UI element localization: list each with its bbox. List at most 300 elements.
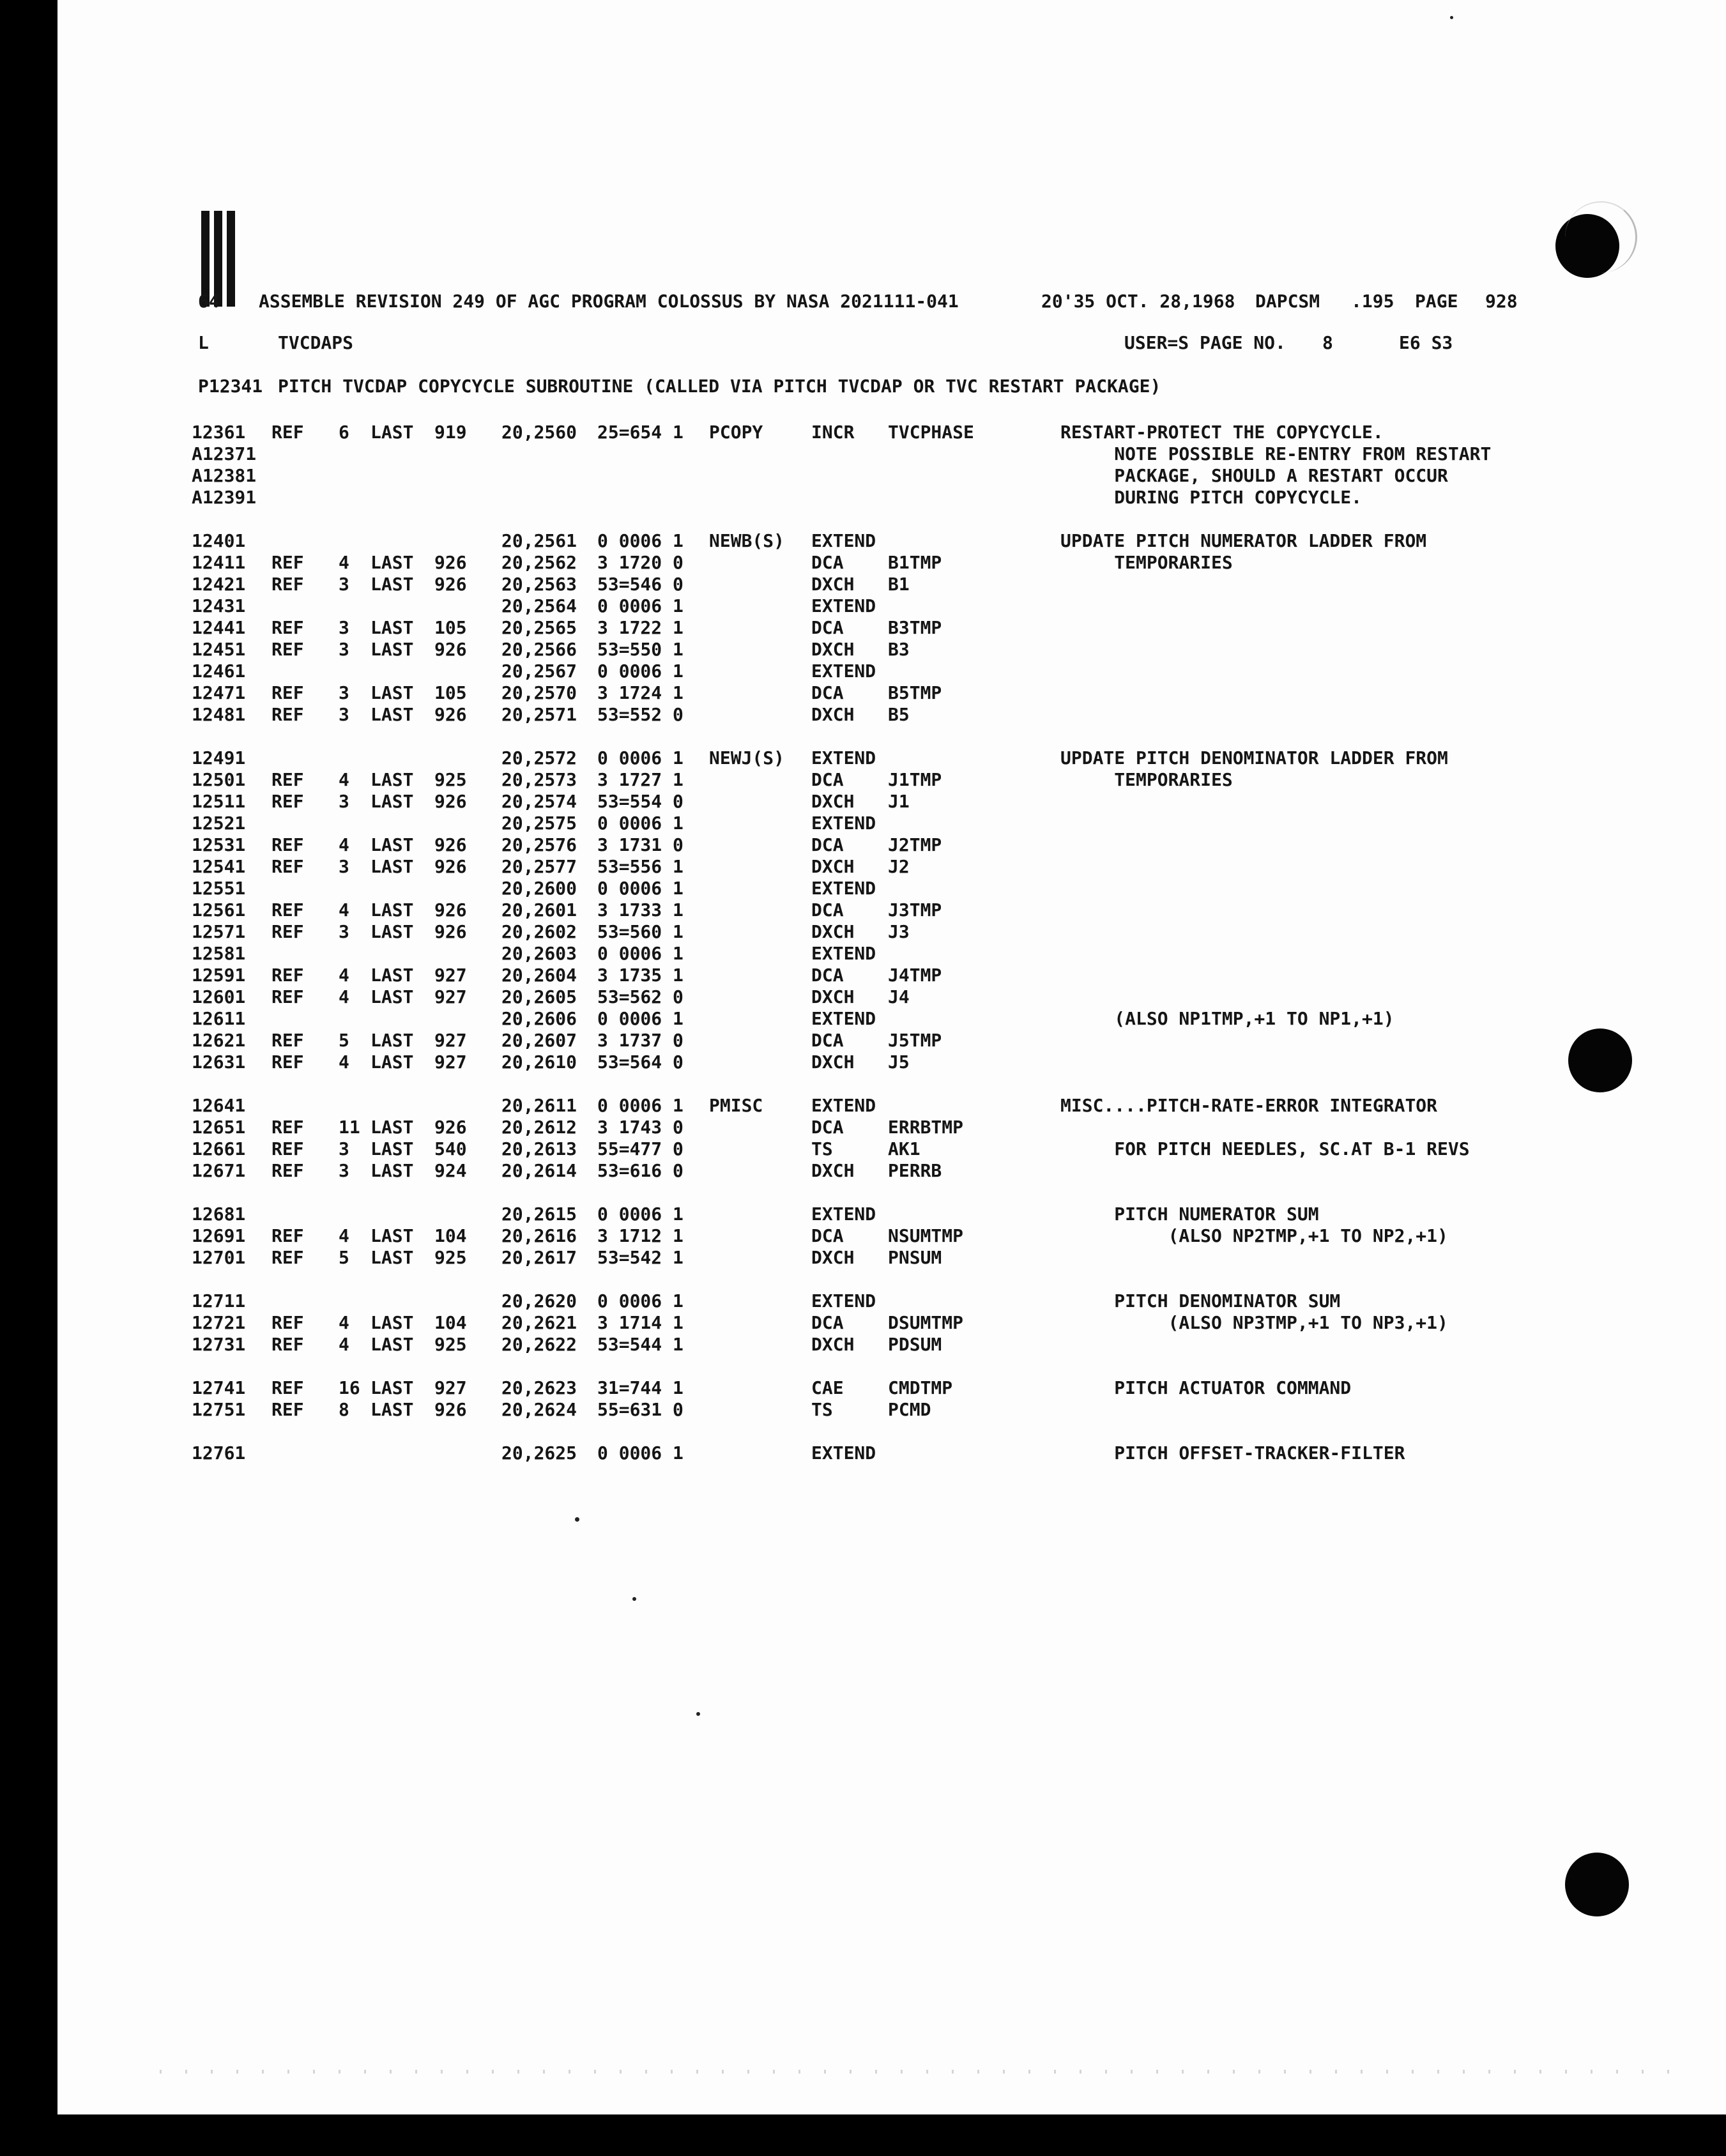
listing-seq: 12681 (192, 1204, 246, 1225)
listing-code: 53=556 1 (597, 856, 684, 877)
listing-last: LAST (370, 1247, 414, 1268)
listing-code: 0 0006 1 (597, 530, 684, 551)
listing-code: 3 1724 1 (597, 682, 684, 703)
listing-arg: B5 (888, 704, 910, 725)
listing-seq: 12581 (192, 943, 246, 964)
listing-rn: 16 (339, 1377, 360, 1398)
listing-ln: 927 (434, 1051, 467, 1073)
listing-code: 0 0006 1 (597, 813, 684, 834)
listing-addr: 20,2602 (501, 921, 577, 942)
listing-op: DXCH (811, 574, 855, 595)
listing-comment: DURING PITCH COPYCYCLE. (1060, 487, 1363, 508)
listing-rn: 3 (339, 1160, 349, 1181)
listing-arg: B1TMP (888, 552, 942, 573)
log-letter: L (198, 332, 209, 353)
listing-code: 3 1735 1 (597, 965, 684, 986)
listing-code: 0 0006 1 (597, 661, 684, 682)
assembly-line: ASSEMBLE REVISION 249 OF AGC PROGRAM COLOSSUS BY NASA 2021111-041 (259, 291, 959, 312)
listing-last: LAST (370, 639, 414, 660)
listing-seq: 12631 (192, 1051, 246, 1073)
listing-ref: REF (271, 965, 304, 986)
listing-ref: REF (271, 682, 304, 703)
listing-seq: 12591 (192, 965, 246, 986)
listing-code: 0 0006 1 (597, 1008, 684, 1029)
listing-row (57, 704, 1648, 726)
listing-code: 3 1733 1 (597, 899, 684, 921)
listing-addr: 20,2576 (501, 834, 577, 855)
listing-ln: 926 (434, 574, 467, 595)
listing-last: LAST (370, 965, 414, 986)
listing-code: 53=564 0 (597, 1051, 684, 1073)
listing-addr: 20,2616 (501, 1225, 577, 1246)
speck-mark (1450, 16, 1453, 19)
listing-op: DXCH (811, 1247, 855, 1268)
header-page-label: PAGE (1415, 291, 1458, 312)
listing-rn: 3 (339, 682, 349, 703)
listing-arg: J1 (888, 791, 910, 812)
listing-op: DXCH (811, 1051, 855, 1073)
listing-last: LAST (370, 769, 414, 790)
listing-row (57, 1095, 1648, 1117)
listing-comment: RESTART-PROTECT THE COPYCYCLE. (1060, 422, 1384, 443)
listing-rn: 4 (339, 1051, 349, 1073)
listing-op: CAE (811, 1377, 844, 1398)
listing-last: LAST (370, 986, 414, 1007)
listing-label: NEWB(S) (709, 530, 785, 551)
listing-arg: J2 (888, 856, 910, 877)
listing-arg: J5 (888, 1051, 910, 1073)
corner-mark: 64 (198, 291, 220, 312)
listing-last: LAST (370, 856, 414, 877)
listing-ref: REF (271, 1138, 304, 1159)
listing-op: DCA (811, 1312, 844, 1333)
listing-seq: 12481 (192, 704, 246, 725)
listing-rn: 8 (339, 1399, 349, 1420)
listing-comment: NOTE POSSIBLE RE-ENTRY FROM RESTART (1060, 443, 1492, 464)
listing-addr: 20,2610 (501, 1051, 577, 1073)
listing-op: EXTEND (811, 943, 876, 964)
listing-row (57, 1204, 1648, 1225)
listing-code: 0 0006 1 (597, 943, 684, 964)
listing-comment: PITCH OFFSET-TRACKER-FILTER (1060, 1442, 1405, 1464)
listing-op: DCA (811, 899, 844, 921)
listing-code: 55=477 0 (597, 1138, 684, 1159)
listing-ref: REF (271, 1160, 304, 1181)
binder-bar-mark (227, 211, 235, 307)
listing-row (57, 965, 1648, 986)
listing-ln: 925 (434, 1247, 467, 1268)
listing-addr: 20,2611 (501, 1095, 577, 1116)
listing-addr: 20,2606 (501, 1008, 577, 1029)
listing-seq: 12621 (192, 1030, 246, 1051)
listing-seq: 12731 (192, 1334, 246, 1355)
listing-row (57, 661, 1648, 682)
edge-dots (160, 2070, 1693, 2074)
listing-seq: 12711 (192, 1290, 246, 1311)
listing-ln: 924 (434, 1160, 467, 1181)
listing-addr: 20,2601 (501, 899, 577, 921)
listing-ref: REF (271, 986, 304, 1007)
listing-arg: ERRBTMP (888, 1117, 964, 1138)
listing-row (57, 791, 1648, 813)
listing-ref: REF (271, 1030, 304, 1051)
listing-seq: 12441 (192, 617, 246, 638)
listing-arg: J2TMP (888, 834, 942, 855)
listing-row (57, 899, 1648, 921)
header-datetime: 20'35 OCT. 28,1968 (1041, 291, 1235, 312)
listing-addr: 20,2613 (501, 1138, 577, 1159)
listing-row (57, 595, 1648, 617)
listing-seq: 12601 (192, 986, 246, 1007)
listing-addr: 20,2621 (501, 1312, 577, 1333)
listing-op: DXCH (811, 704, 855, 725)
listing-op: DXCH (811, 986, 855, 1007)
listing-addr: 20,2624 (501, 1399, 577, 1420)
listing-rn: 3 (339, 791, 349, 812)
listing-comment: MISC....PITCH-RATE-ERROR INTEGRATOR (1060, 1095, 1438, 1116)
listing-last: LAST (370, 704, 414, 725)
subroutine-seq: P12341 (198, 376, 263, 397)
listing-last: LAST (370, 791, 414, 812)
listing-row (57, 1160, 1648, 1182)
listing-code: 0 0006 1 (597, 1442, 684, 1464)
listing-arg: J4TMP (888, 965, 942, 986)
listing-code: 0 0006 1 (597, 595, 684, 616)
listing-seq: 12491 (192, 747, 246, 768)
listing-op: DCA (811, 1117, 844, 1138)
listing-code: 3 1722 1 (597, 617, 684, 638)
listing-ln: 926 (434, 704, 467, 725)
listing-addr: 20,2573 (501, 769, 577, 790)
listing-seq: 12761 (192, 1442, 246, 1464)
listing-addr: 20,2575 (501, 813, 577, 834)
user-page-number: 8 (1322, 332, 1333, 353)
listing-last: LAST (370, 1399, 414, 1420)
listing-arg: AK1 (888, 1138, 920, 1159)
listing-ref: REF (271, 1399, 304, 1420)
listing-code: 3 1731 0 (597, 834, 684, 855)
listing-code: 3 1720 0 (597, 552, 684, 573)
listing-rn: 4 (339, 552, 349, 573)
listing-addr: 20,2571 (501, 704, 577, 725)
listing-op: EXTEND (811, 1204, 876, 1225)
listing-addr: 20,2564 (501, 595, 577, 616)
listing-last: LAST (370, 921, 414, 942)
listing-addr: 20,2566 (501, 639, 577, 660)
listing-ln: 104 (434, 1312, 467, 1333)
listing-op: DCA (811, 965, 844, 986)
listing-code: 0 0006 1 (597, 1204, 684, 1225)
listing-op: EXTEND (811, 1095, 876, 1116)
listing-row (57, 574, 1648, 595)
listing-rn: 3 (339, 617, 349, 638)
listing-addr: 20,2572 (501, 747, 577, 768)
listing-comment: PACKAGE, SHOULD A RESTART OCCUR (1060, 465, 1448, 486)
listing-op: EXTEND (811, 661, 876, 682)
listing-code: 53=542 1 (597, 1247, 684, 1268)
listing-code: 53=552 0 (597, 704, 684, 725)
listing-ln: 540 (434, 1138, 467, 1159)
listing-last: LAST (370, 682, 414, 703)
listing-seq: 12541 (192, 856, 246, 877)
listing-addr: 20,2625 (501, 1442, 577, 1464)
listing-ln: 926 (434, 552, 467, 573)
listing-op: DCA (811, 1030, 844, 1051)
listing-op: EXTEND (811, 595, 876, 616)
listing-row (57, 1334, 1648, 1356)
listing-seq: 12571 (192, 921, 246, 942)
listing-arg: PERRB (888, 1160, 942, 1181)
listing-row (57, 1312, 1648, 1334)
listing-addr: 20,2574 (501, 791, 577, 812)
listing-last: LAST (370, 1334, 414, 1355)
speck-mark (696, 1712, 700, 1716)
listing-last: LAST (370, 422, 414, 443)
listing-code: 25=654 1 (597, 422, 684, 443)
header-job: DAPCSM (1255, 291, 1320, 312)
listing-op: DCA (811, 769, 844, 790)
listing-op: DXCH (811, 791, 855, 812)
listing-last: LAST (370, 617, 414, 638)
listing-rn: 3 (339, 1138, 349, 1159)
listing-label: PMISC (709, 1095, 763, 1116)
listing-last: LAST (370, 1117, 414, 1138)
listing-arg: PNSUM (888, 1247, 942, 1268)
listing-addr: 20,2620 (501, 1290, 577, 1311)
listing-seq: 12451 (192, 639, 246, 660)
listing-row (57, 552, 1648, 574)
listing-row (57, 682, 1648, 704)
listing-seq: 12691 (192, 1225, 246, 1246)
listing-seq: 12671 (192, 1160, 246, 1181)
listing-ref: REF (271, 1117, 304, 1138)
listing-addr: 20,2623 (501, 1377, 577, 1398)
listing-code: 0 0006 1 (597, 1095, 684, 1116)
listing-ref: REF (271, 552, 304, 573)
listing-rn: 4 (339, 769, 349, 790)
listing-ln: 926 (434, 899, 467, 921)
listing-ref: REF (271, 574, 304, 595)
listing-ref: REF (271, 856, 304, 877)
listing-row (57, 422, 1648, 443)
listing-ref: REF (271, 1051, 304, 1073)
listing-ref: REF (271, 422, 304, 443)
listing-ln: 927 (434, 1030, 467, 1051)
listing-last: LAST (370, 1051, 414, 1073)
listing-ln: 927 (434, 1377, 467, 1398)
listing-comment: UPDATE PITCH DENOMINATOR LADDER FROM (1060, 747, 1448, 768)
listing-row (57, 1290, 1648, 1312)
listing-row (57, 834, 1648, 856)
listing-ref: REF (271, 769, 304, 790)
listing-row (57, 1442, 1648, 1464)
listing-arg: J3TMP (888, 899, 942, 921)
listing-rn: 3 (339, 639, 349, 660)
listing-row (57, 1138, 1648, 1160)
listing-seq: 12741 (192, 1377, 246, 1398)
listing-seq: A12381 (192, 465, 257, 486)
listing-ref: REF (271, 704, 304, 725)
listing-rn: 4 (339, 1312, 349, 1333)
listing-op: DXCH (811, 856, 855, 877)
listing-row (57, 921, 1648, 943)
listing-comment: PITCH NUMERATOR SUM (1060, 1204, 1319, 1225)
listing-ln: 919 (434, 422, 467, 443)
listing-row (57, 1117, 1648, 1138)
listing-comment: TEMPORARIES (1060, 769, 1233, 790)
listing-seq: 12551 (192, 878, 246, 899)
listing-addr: 20,2562 (501, 552, 577, 573)
listing-ln: 104 (434, 1225, 467, 1246)
listing-code: 0 0006 1 (597, 878, 684, 899)
listing-arg: PDSUM (888, 1334, 942, 1355)
listing-rn: 11 (339, 1117, 360, 1138)
listing-ln: 926 (434, 1399, 467, 1420)
listing-addr: 20,2605 (501, 986, 577, 1007)
listing-ref: REF (271, 1312, 304, 1333)
listing-last: LAST (370, 1138, 414, 1159)
listing-op: EXTEND (811, 530, 876, 551)
printout-page (57, 0, 1726, 2114)
listing-comment: PITCH ACTUATOR COMMAND (1060, 1377, 1352, 1398)
listing-row (57, 530, 1648, 552)
listing-arg: B3 (888, 639, 910, 660)
listing-addr: 20,2560 (501, 422, 577, 443)
listing-ln: 926 (434, 834, 467, 855)
listing-rn: 3 (339, 921, 349, 942)
listing-code: 0 0006 1 (597, 747, 684, 768)
listing-seq: 12421 (192, 574, 246, 595)
listing-ln: 926 (434, 639, 467, 660)
listing-code: 53=550 1 (597, 639, 684, 660)
subroutine-title: PITCH TVCDAP COPYCYCLE SUBROUTINE (CALLED VIA PITCH TVCDAP OR TVC RESTART PACKAGE) (278, 376, 1161, 397)
listing-op: DXCH (811, 1160, 855, 1181)
header-num: .195 (1351, 291, 1394, 312)
listing-row (57, 1225, 1648, 1247)
listing-seq: 12411 (192, 552, 246, 573)
listing-arg: J3 (888, 921, 910, 942)
listing-last: LAST (370, 552, 414, 573)
listing-ref: REF (271, 1247, 304, 1268)
listing-row (57, 465, 1648, 487)
listing-comment: (ALSO NP1TMP,+1 TO NP1,+1) (1060, 1008, 1394, 1029)
listing-last: LAST (370, 899, 414, 921)
listing-ln: 927 (434, 986, 467, 1007)
listing-code: 31=744 1 (597, 1377, 684, 1398)
listing-rn: 3 (339, 704, 349, 725)
listing-row (57, 1051, 1648, 1073)
listing-ln: 925 (434, 1334, 467, 1355)
listing-addr: 20,2617 (501, 1247, 577, 1268)
listing-addr: 20,2567 (501, 661, 577, 682)
listing-addr: 20,2577 (501, 856, 577, 877)
listing-ref: REF (271, 834, 304, 855)
listing-op: EXTEND (811, 747, 876, 768)
listing-addr: 20,2604 (501, 965, 577, 986)
listing-addr: 20,2565 (501, 617, 577, 638)
listing-last: LAST (370, 834, 414, 855)
listing-op: TS (811, 1399, 833, 1420)
listing-addr: 20,2561 (501, 530, 577, 551)
listing-seq: A12371 (192, 443, 257, 464)
listing-comment: TEMPORARIES (1060, 552, 1233, 573)
listing-code: 55=631 0 (597, 1399, 684, 1420)
listing-addr: 20,2600 (501, 878, 577, 899)
header-page-number: 928 (1485, 291, 1518, 312)
listing-row (57, 769, 1648, 791)
listing-ref: REF (271, 1377, 304, 1398)
listing-label: NEWJ(S) (709, 747, 785, 768)
listing-seq: 12651 (192, 1117, 246, 1138)
listing-rn: 3 (339, 574, 349, 595)
listing-comment: (ALSO NP3TMP,+1 TO NP3,+1) (1060, 1312, 1448, 1333)
speck-mark (632, 1597, 636, 1601)
listing-code: 53=562 0 (597, 986, 684, 1007)
listing-op: DCA (811, 834, 844, 855)
listing-ref: REF (271, 791, 304, 812)
listing-code: 53=546 0 (597, 574, 684, 595)
listing-comment: UPDATE PITCH NUMERATOR LADDER FROM (1060, 530, 1427, 551)
listing-seq: 12431 (192, 595, 246, 616)
listing-rn: 4 (339, 899, 349, 921)
listing-code: 0 0006 1 (597, 1290, 684, 1311)
listing-arg: CMDTMP (888, 1377, 953, 1398)
listing-ln: 927 (434, 965, 467, 986)
listing-op: EXTEND (811, 1290, 876, 1311)
listing-op: TS (811, 1138, 833, 1159)
listing-op: DXCH (811, 639, 855, 660)
user-page-label: USER=S PAGE NO. (1124, 332, 1286, 353)
listing-code: 3 1737 0 (597, 1030, 684, 1051)
listing-op: DCA (811, 1225, 844, 1246)
listing-ref: REF (271, 921, 304, 942)
listing-row (57, 1377, 1648, 1399)
listing-comment: PITCH DENOMINATOR SUM (1060, 1290, 1341, 1311)
listing-ln: 105 (434, 617, 467, 638)
listing-row (57, 639, 1648, 661)
listing-row (57, 487, 1648, 508)
listing-rn: 4 (339, 986, 349, 1007)
listing-arg: J5TMP (888, 1030, 942, 1051)
listing-arg: J1TMP (888, 769, 942, 790)
listing-arg: NSUMTMP (888, 1225, 964, 1246)
listing-row (57, 986, 1648, 1008)
listing-seq: A12391 (192, 487, 257, 508)
listing-seq: 12721 (192, 1312, 246, 1333)
listing-addr: 20,2563 (501, 574, 577, 595)
listing-seq: 12361 (192, 422, 246, 443)
listing-addr: 20,2622 (501, 1334, 577, 1355)
listing-comment: (ALSO NP2TMP,+1 TO NP2,+1) (1060, 1225, 1448, 1246)
listing-op: DCA (811, 552, 844, 573)
listing-ref: REF (271, 639, 304, 660)
listing-last: LAST (370, 574, 414, 595)
listing-op: DCA (811, 617, 844, 638)
listing-addr: 20,2615 (501, 1204, 577, 1225)
listing-op: INCR (811, 422, 855, 443)
listing-rn: 4 (339, 1225, 349, 1246)
listing-rn: 4 (339, 834, 349, 855)
listing-code: 3 1743 0 (597, 1117, 684, 1138)
listing-arg: B1 (888, 574, 910, 595)
listing-ref: REF (271, 1334, 304, 1355)
listing-label: PCOPY (709, 422, 763, 443)
listing-seq: 12661 (192, 1138, 246, 1159)
listing-row (57, 443, 1648, 465)
listing-rn: 5 (339, 1247, 349, 1268)
listing-seq: 12531 (192, 834, 246, 855)
listing-op: EXTEND (811, 878, 876, 899)
